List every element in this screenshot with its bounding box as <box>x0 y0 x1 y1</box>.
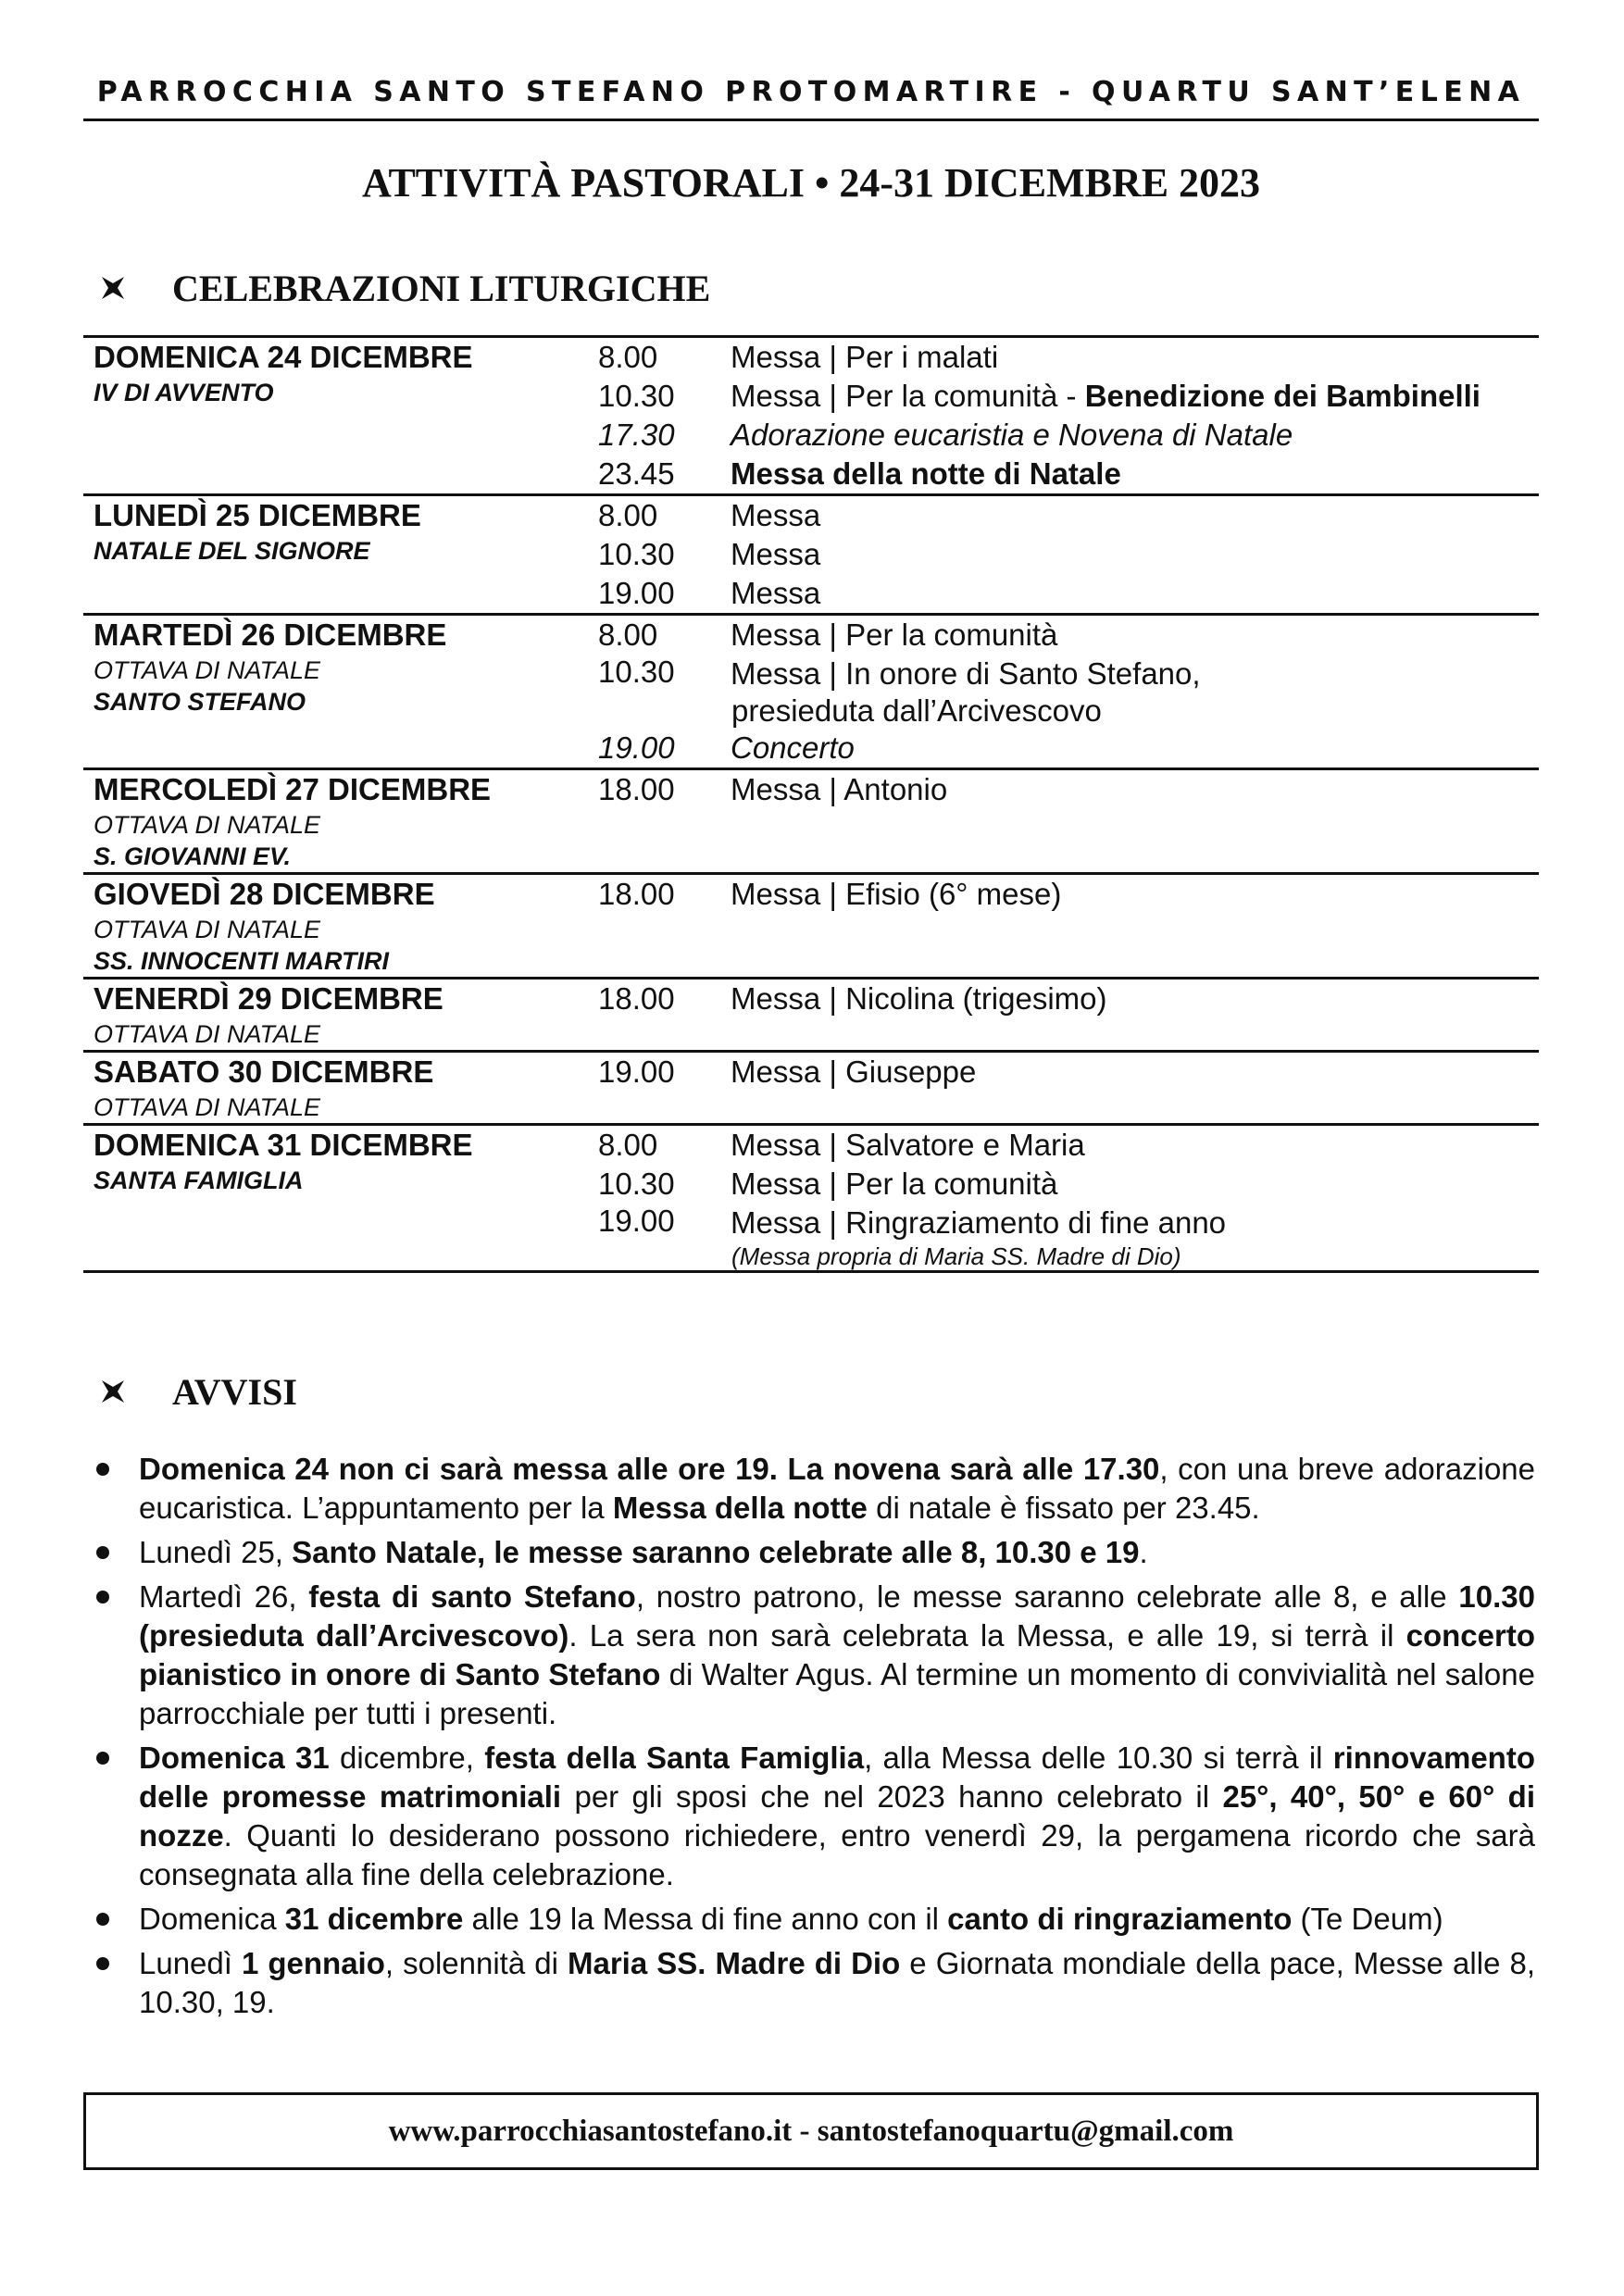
day-name: DOMENICA 31 DICEMBRE <box>94 1128 473 1162</box>
event-text: Messa | Salvatore e Maria <box>731 1128 1085 1162</box>
event-description <box>731 770 947 809</box>
event-line <box>598 1204 1226 1242</box>
notice-emphasis: 31 dicembre <box>284 1902 464 1936</box>
event-description <box>731 875 1061 914</box>
event-text: Concerto <box>731 730 855 765</box>
notice-item <box>93 1578 1535 1733</box>
day-header <box>83 1053 598 1123</box>
day-name: MARTEDÌ 26 DICEMBRE <box>94 618 447 652</box>
event-row <box>598 1126 1539 1165</box>
notice-text: , alla Messa delle 10.30 si terrà il <box>864 1741 1333 1775</box>
event-time: 10.30 <box>598 537 675 571</box>
notice-text: di Walter Agus. Al termine un momento di convivialità nel salone parrocchiale per tutti i presenti. <box>139 1657 1535 1730</box>
event-continuation: presieduta dall’Arcivescovo <box>731 693 1102 728</box>
event-row <box>598 770 1539 809</box>
notice-text: , solennità di <box>384 1946 568 1980</box>
notice-text: di natale è fissato per 23.45. <box>867 1491 1260 1525</box>
notice-emphasis: Domenica 24 non ci sarà messa alle ore 19. La novena sarà alle 17.30 <box>139 1452 1160 1486</box>
event-row <box>598 729 1539 767</box>
schedule-day <box>83 1126 1539 1273</box>
liturgical-note: OTTAVA DI NATALE <box>94 916 321 943</box>
day-name: MERCOLEDÌ 27 DICEMBRE <box>94 772 492 806</box>
day-events <box>598 980 1539 1050</box>
notice-emphasis: 10.30 (presieduta dall’Arcivescovo) <box>139 1579 1535 1653</box>
event-line <box>598 655 1201 693</box>
day-header <box>83 496 598 613</box>
event-time: 10.30 <box>598 1167 675 1201</box>
event-time: 18.00 <box>598 877 675 911</box>
event-text: Messa | Per i malati <box>731 340 999 374</box>
event-description <box>731 535 820 574</box>
header-rule <box>83 119 1539 121</box>
notice-text: . La sera non sarà celebrata la Messa, e alle 19, si terrà il <box>568 1618 1406 1653</box>
day-header <box>83 338 598 493</box>
section-heading-liturgy <box>100 265 710 311</box>
bullet-icon <box>96 1463 109 1476</box>
notice-text: . <box>1139 1535 1148 1569</box>
notice-emphasis: 1 gennaio <box>241 1946 385 1980</box>
event-description <box>731 1126 1085 1165</box>
event-description <box>731 416 1293 455</box>
event-content <box>598 655 1201 729</box>
event-text: Adorazione eucaristia e Novena di Natale <box>731 418 1293 452</box>
notice-text: Lunedì <box>139 1946 242 1980</box>
day-header <box>83 980 598 1050</box>
cross-star-icon <box>100 275 126 301</box>
notice-item <box>93 1450 1535 1528</box>
notice-emphasis: canto di ringraziamento <box>947 1902 1293 1936</box>
parish-name: PARROCCHIA SANTO STEFANO PROTOMARTIRE - QUARTU SANT’ELENA <box>96 76 1526 108</box>
notice-text: e Giornata mondiale della pace, Messe alle 8, 10.30, 19. <box>139 1946 1535 2019</box>
day-name: GIOVEDÌ 28 DICEMBRE <box>94 877 435 911</box>
schedule-day <box>83 496 1539 616</box>
bullet-icon <box>96 1591 109 1603</box>
event-description <box>731 574 820 613</box>
event-row <box>598 574 1539 613</box>
schedule-day <box>83 1053 1539 1126</box>
notice-emphasis: Messa della notte <box>612 1491 868 1525</box>
event-text: Messa | Giuseppe <box>731 1054 977 1089</box>
event-time: 19.00 <box>598 576 675 610</box>
event-time: 10.30 <box>598 379 675 413</box>
event-row <box>598 1053 1539 1092</box>
event-time: 8.00 <box>598 1128 658 1162</box>
notice-text: . Quanti lo desiderano possono richiedere, entro venerdì 29, la pergamena ricordo che sarà consegnata alla fine della celebrazione. <box>139 1818 1535 1891</box>
liturgical-note: OTTAVA DI NATALE <box>94 1093 321 1121</box>
notice-emphasis: Maria SS. Madre di Dio <box>567 1946 901 1980</box>
notice-emphasis: Santo Natale, le messe saranno celebrate alle 8, 10.30 e 19 <box>292 1535 1140 1569</box>
schedule-day <box>83 616 1539 770</box>
event-time: 17.30 <box>598 418 675 452</box>
notice-text: (Te Deum) <box>1292 1902 1443 1936</box>
event-text: Messa | Efisio (6° mese) <box>731 877 1062 911</box>
notice-text: Martedì 26, <box>139 1579 309 1614</box>
liturgical-note: OTTAVA DI NATALE <box>94 1020 321 1048</box>
notice-item <box>93 1900 1535 1939</box>
section-title: AVVISI <box>172 1370 297 1413</box>
event-note: (Messa propria di Maria SS. Madre di Dio) <box>731 1242 1181 1270</box>
event-description <box>731 377 1480 416</box>
event-description <box>731 980 1107 1018</box>
event-row <box>598 496 1539 535</box>
bullet-icon <box>96 1546 109 1559</box>
event-text: Messa | Antonio <box>731 772 948 806</box>
schedule-day <box>83 980 1539 1053</box>
event-time: 8.00 <box>598 340 658 374</box>
event-description <box>731 655 1201 693</box>
event-row <box>598 1165 1539 1204</box>
bullet-icon <box>96 1957 109 1970</box>
event-highlight: Messa della notte di Natale <box>731 456 1121 491</box>
day-header <box>83 616 598 767</box>
event-text: Messa | Per la comunità <box>731 618 1058 652</box>
notice-text: Lunedì 25, <box>139 1535 293 1569</box>
day-events <box>598 496 1539 613</box>
notice-text: , nostro patrono, le messe saranno celebrate alle 8, e alle <box>635 1579 1459 1614</box>
event-time: 18.00 <box>598 772 675 806</box>
event-description <box>731 616 1057 655</box>
section-title: CELEBRAZIONI LITURGICHE <box>172 267 711 309</box>
notice-emphasis: Domenica 31 <box>139 1741 330 1775</box>
cross-star-icon <box>100 1379 126 1404</box>
day-name: LUNEDÌ 25 DICEMBRE <box>94 498 421 532</box>
event-row <box>598 655 1539 729</box>
schedule-day <box>83 338 1539 496</box>
notice-text: Domenica <box>139 1902 285 1936</box>
event-time: 23.45 <box>598 456 675 491</box>
event-time: 19.00 <box>598 730 675 765</box>
day-name: DOMENICA 24 DICEMBRE <box>94 340 473 374</box>
event-text: Messa <box>731 537 821 571</box>
day-events <box>598 616 1539 767</box>
bullet-icon <box>96 1913 109 1926</box>
day-header <box>83 770 598 872</box>
event-row <box>598 1204 1539 1270</box>
day-events <box>598 1053 1539 1123</box>
event-row <box>598 616 1539 655</box>
event-description <box>731 496 820 535</box>
liturgical-note: NATALE DEL SIGNORE <box>94 537 370 565</box>
liturgy-schedule <box>83 335 1539 1273</box>
event-time: 10.30 <box>598 655 675 689</box>
event-content <box>598 1204 1226 1270</box>
liturgical-note: SANTO STEFANO <box>94 688 306 716</box>
day-events <box>598 770 1539 872</box>
event-description <box>731 1053 976 1092</box>
event-time: 18.00 <box>598 981 675 1016</box>
liturgical-note: S. GIOVANNI EV. <box>94 842 292 870</box>
event-row <box>598 455 1539 493</box>
event-description <box>731 1165 1057 1204</box>
footer-contacts: www.parrocchiasantostefano.it - santostefanoquartu@gmail.com <box>83 2092 1539 2170</box>
day-events <box>598 338 1539 493</box>
day-header <box>83 1126 598 1270</box>
notice-text: per gli sposi che nel 2023 hanno celebrato il <box>561 1779 1223 1814</box>
event-description <box>731 1204 1226 1242</box>
event-time: 8.00 <box>598 618 658 652</box>
event-time: 8.00 <box>598 498 658 532</box>
day-events <box>598 1126 1539 1270</box>
event-row <box>598 416 1539 455</box>
event-text: Messa <box>731 576 821 610</box>
liturgical-note: SS. INNOCENTI MARTIRI <box>94 947 390 975</box>
event-row <box>598 377 1539 416</box>
event-row <box>598 980 1539 1018</box>
notice-emphasis: rinnovamento delle promesse matrimoniali <box>139 1741 1535 1814</box>
event-row <box>598 338 1539 377</box>
day-name: VENERDÌ 29 DICEMBRE <box>94 981 443 1016</box>
notices-list <box>93 1450 1535 2028</box>
liturgical-note: SANTA FAMIGLIA <box>94 1167 304 1194</box>
notice-emphasis: festa della Santa Famiglia <box>484 1741 865 1775</box>
schedule-day <box>83 875 1539 980</box>
notice-emphasis: festa di santo Stefano <box>308 1579 636 1614</box>
notice-text: dicembre, <box>329 1741 485 1775</box>
event-row <box>598 535 1539 574</box>
event-time: 19.00 <box>598 1204 675 1238</box>
event-text: Messa | Per la comunità <box>731 1167 1058 1201</box>
event-time: 19.00 <box>598 1054 675 1089</box>
event-description <box>731 455 1121 493</box>
event-highlight: Benedizione dei Bambinelli <box>1084 379 1480 413</box>
day-events <box>598 875 1539 977</box>
liturgical-note: OTTAVA DI NATALE <box>94 811 321 839</box>
day-header <box>83 875 598 977</box>
notice-text: alle 19 la Messa di fine anno con il <box>463 1902 948 1936</box>
bullet-icon <box>96 1752 109 1765</box>
schedule-day <box>83 770 1539 875</box>
notice-emphasis: 25°, 40°, 50° e 60° di nozze <box>139 1779 1535 1853</box>
liturgical-note: OTTAVA DI NATALE <box>94 656 321 684</box>
liturgical-note: IV DI AVVENTO <box>94 379 274 406</box>
event-description <box>731 729 855 767</box>
event-text: Messa <box>731 498 821 532</box>
event-text: Messa | Per la comunità - <box>731 379 1085 413</box>
event-description <box>731 338 998 377</box>
event-text: Messa | Nicolina (trigesimo) <box>731 981 1107 1016</box>
notice-item <box>93 1739 1535 1894</box>
event-text: Messa | In onore di Santo Stefano, <box>731 656 1201 691</box>
day-name: SABATO 30 DICEMBRE <box>94 1054 434 1089</box>
notice-item <box>93 1944 1535 2022</box>
notice-text: , con una breve adorazione eucaristica. L’appuntamento per la <box>139 1452 1536 1525</box>
notice-item <box>93 1533 1535 1572</box>
event-row <box>598 875 1539 914</box>
event-text: Messa | Ringraziamento di fine anno <box>731 1205 1227 1240</box>
page-title: ATTIVITÀ PASTORALI • 24-31 DICEMBRE 2023 <box>361 160 1261 206</box>
notice-emphasis: concerto pianistico in onore di Santo Stefano <box>139 1618 1535 1691</box>
section-heading-notices <box>100 1368 297 1415</box>
